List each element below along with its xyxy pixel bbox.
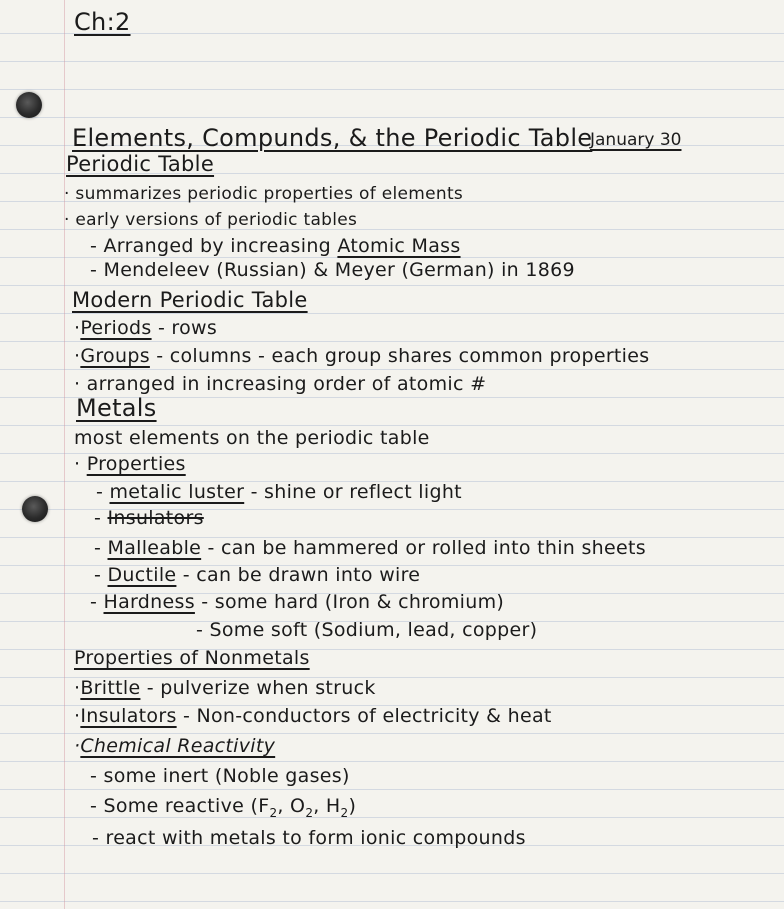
reactive-o: , O xyxy=(277,795,306,817)
react-metals-line: - react with metals to form ionic compounds xyxy=(92,827,526,849)
groups-line: ·Groups - columns - each group shares common properties xyxy=(74,345,650,367)
malleable-line: - Malleable - can be hammered or rolled into thin sheets xyxy=(94,537,646,559)
crossed-out-word: Insulators xyxy=(107,507,204,529)
ductile-line: - Ductile - can be drawn into wire xyxy=(94,564,421,586)
groups-term: Groups xyxy=(80,345,150,367)
reactive-text: - Some reactive (F xyxy=(90,795,270,817)
periods-line: ·Periods - rows xyxy=(74,317,218,339)
reactive-h: , H xyxy=(313,795,341,817)
modern-table-heading: Modern Periodic Table xyxy=(72,288,308,312)
margin-line xyxy=(64,0,65,909)
atomic-mass-term: Atomic Mass xyxy=(337,235,461,257)
inert-line: - some inert (Noble gases) xyxy=(90,765,350,787)
chapter-label: Ch:2 xyxy=(74,8,131,36)
o-subscript: 2 xyxy=(305,805,314,820)
malleable-def: - can be hammered or rolled into thin sheets xyxy=(207,537,646,559)
luster-def: - shine or reflect light xyxy=(250,481,462,503)
sub-mendeleev: - Mendeleev (Russian) & Meyer (German) in 1869 xyxy=(90,259,575,281)
reactive-line xyxy=(90,794,356,825)
properties-heading: Properties xyxy=(86,453,186,475)
sub-arranged-text: - Arranged by increasing xyxy=(90,235,332,257)
hardness-soft: - Some soft (Sodium, lead, copper) xyxy=(196,619,538,641)
bullet-summarizes: · summarizes periodic properties of elements xyxy=(64,184,464,204)
periods-term: Periods xyxy=(80,317,152,339)
nonmetals-heading: Properties of Nonmetals xyxy=(74,647,310,669)
properties-line: · Properties xyxy=(74,453,186,475)
reactivity-term: Chemical Reactivity xyxy=(80,735,276,757)
h-subscript: 2 xyxy=(340,805,349,820)
brittle-def: - pulverize when struck xyxy=(146,677,376,699)
page-title: Elements, Compunds, & the Periodic Table xyxy=(72,124,593,152)
groups-def: - columns - each group shares common properties xyxy=(156,345,650,367)
f-subscript: 2 xyxy=(269,805,278,820)
insulators-line: ·Insulators - Non-conductors of electricity & heat xyxy=(74,705,552,727)
sub-arranged xyxy=(90,234,461,258)
hardness-term: Hardness xyxy=(103,591,195,613)
hardness-line: - Hardness - some hard (Iron & chromium) xyxy=(90,591,505,613)
arranged-line: · arranged in increasing order of atomic # xyxy=(74,373,487,395)
luster-line: - metalic luster - shine or reflect light xyxy=(96,481,462,503)
malleable-term: Malleable xyxy=(107,537,202,559)
date: January 30 xyxy=(590,130,682,150)
brittle-line: ·Brittle - pulverize when struck xyxy=(74,677,376,699)
periods-def: - rows xyxy=(157,317,218,339)
binder-hole-icon xyxy=(16,92,42,118)
binder-hole-icon xyxy=(22,496,48,522)
periodic-table-heading: Periodic Table xyxy=(66,152,215,176)
bullet-early-versions: · early versions of periodic tables xyxy=(64,210,358,230)
brittle-term: Brittle xyxy=(80,677,141,699)
metals-heading: Metals xyxy=(76,394,157,422)
ductile-def: - can be drawn into wire xyxy=(182,564,421,586)
insulators-term: Insulators xyxy=(80,705,177,727)
insulators-def: - Non-conductors of electricity & heat xyxy=(182,705,552,727)
ductile-term: Ductile xyxy=(107,564,177,586)
hardness-def: - some hard (Iron & chromium) xyxy=(201,591,505,613)
reactive-close: ) xyxy=(348,795,357,817)
luster-term: metalic luster xyxy=(109,481,245,503)
metals-intro: most elements on the periodic table xyxy=(74,427,430,449)
crossed-line: - Insulators xyxy=(94,507,204,529)
reactivity-line: ·Chemical Reactivity xyxy=(74,735,276,757)
